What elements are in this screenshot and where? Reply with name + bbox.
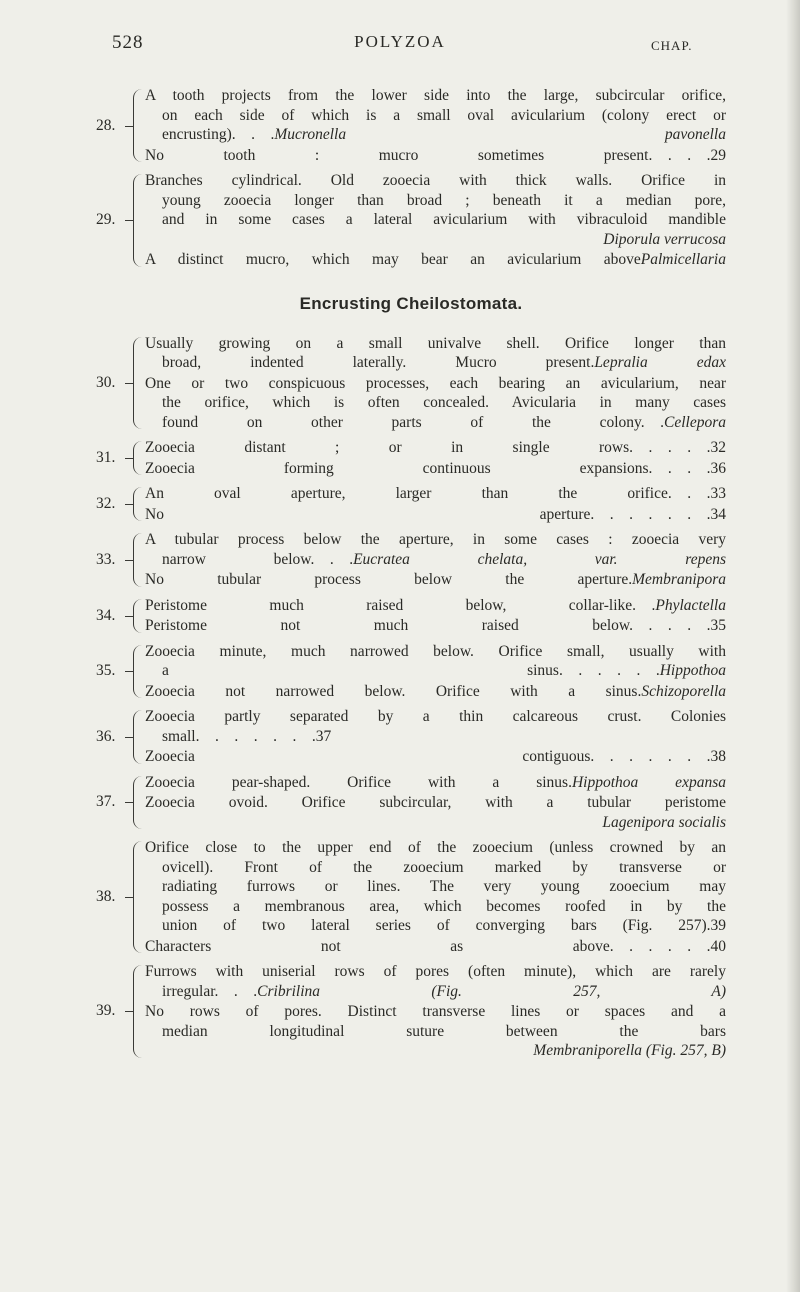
lead-text: Zooecia not narrowed below. Orifice with a sinus bbox=[145, 682, 638, 700]
lead-line bbox=[145, 484, 726, 504]
entry-body bbox=[145, 642, 726, 702]
taxon-name: Cribrilina (Fig. 257, A) bbox=[257, 982, 726, 1000]
entry-body bbox=[145, 334, 726, 433]
couplet-reference: 39 bbox=[710, 917, 726, 934]
taxon-name: Diporula verrucosa bbox=[603, 230, 726, 248]
lead-line bbox=[145, 661, 726, 681]
entry-number: 34. bbox=[96, 606, 116, 624]
lead-text: A distinct mucro, which may bear an avicularium above bbox=[145, 251, 641, 268]
description-line: Usually growing on a small univalve shell. Orifice longer than bbox=[145, 334, 726, 352]
description-line: ovicell). Front of the zooecium marked by transverse or bbox=[162, 858, 726, 876]
description-line: A tooth projects from the lower side into the large, subcircular orifice, bbox=[145, 87, 726, 104]
lead-line bbox=[145, 353, 726, 373]
brace-mark bbox=[133, 533, 145, 587]
entry-body bbox=[145, 596, 726, 636]
lead-line bbox=[145, 937, 726, 957]
key-alternative bbox=[145, 937, 726, 957]
description-line: Zooecia ovoid. Orifice subcircular, with a tubular peristome bbox=[145, 794, 726, 811]
lead-text: An oval aperture, larger than the orifice bbox=[145, 485, 668, 502]
key-alternative bbox=[145, 596, 726, 616]
leader-dots: . . bbox=[632, 596, 656, 614]
brace-mark bbox=[133, 487, 145, 521]
lead-line bbox=[145, 125, 726, 145]
description-line: the orifice, which is often concealed. Avicularia in many cases bbox=[162, 394, 726, 411]
key-entry bbox=[96, 484, 726, 524]
brace-mark bbox=[133, 776, 145, 830]
leader-dots: . . . . bbox=[648, 459, 711, 477]
lead-line bbox=[145, 773, 726, 793]
key-alternative bbox=[145, 838, 726, 936]
lead-text: No tubular process below the aperture bbox=[145, 571, 629, 588]
leader-dots: . . . . . . bbox=[609, 937, 711, 955]
taxon-name: Cellepora bbox=[664, 413, 726, 431]
leader-dots: . bbox=[590, 354, 595, 371]
description-line: radiating furrows or lines. The very young zooecium may bbox=[162, 878, 726, 895]
key-entry bbox=[96, 707, 726, 767]
taxon-name: Phylactella bbox=[655, 596, 726, 614]
key-entry bbox=[96, 171, 726, 270]
lead-line bbox=[145, 438, 726, 458]
lead-text: Zooecia pear-shaped. Orifice with a sinus bbox=[145, 773, 569, 791]
description-line: Zooecia minute, much narrowed below. Orifice small, usually with bbox=[145, 642, 726, 660]
key-alternative bbox=[145, 773, 726, 793]
key-entry bbox=[96, 530, 726, 590]
description-line: No rows of pores. Distinct transverse lines or spaces and a bbox=[145, 1003, 726, 1020]
lead-line bbox=[145, 747, 726, 767]
description-line: Furrows with uniserial rows of pores (often minute), which are rarely bbox=[145, 963, 726, 980]
lead-line bbox=[145, 596, 726, 616]
lead-line bbox=[145, 250, 726, 270]
entry-number: 30. bbox=[96, 373, 116, 391]
lead-line bbox=[145, 982, 726, 1002]
key-alternative bbox=[145, 707, 726, 746]
lead-text: Zooecia contiguous bbox=[145, 748, 591, 765]
leader-dots: . . . . bbox=[648, 146, 711, 164]
leader-dots: . . bbox=[640, 413, 664, 431]
description-line: Orifice close to the upper end of the zooecium (unless crowned by an bbox=[145, 839, 726, 856]
lead-line bbox=[145, 550, 726, 570]
lead-text: Peristome much raised below, collar-like bbox=[145, 596, 633, 614]
leader-dots: . . . . . . bbox=[558, 662, 660, 679]
leader-dots: . bbox=[637, 682, 642, 700]
taxon-name: Membranipora bbox=[632, 571, 726, 588]
key-alternative bbox=[145, 505, 726, 525]
section-heading: Encrusting Cheilostomata. bbox=[299, 293, 523, 313]
description-line: Zooecia partly separated by a thin calcareous crust. Colonies bbox=[145, 708, 726, 725]
lead-line bbox=[145, 1041, 726, 1061]
leader-dots: . . . . . bbox=[629, 617, 711, 634]
leader-dots: . . . bbox=[214, 982, 258, 1000]
lead-line bbox=[145, 727, 726, 747]
couplet-reference: 37 bbox=[315, 727, 332, 745]
leader-dots: . bbox=[568, 773, 572, 791]
entry-body bbox=[145, 773, 726, 833]
lead-text: encrusting) bbox=[162, 126, 232, 143]
leader-dots: . . . . . bbox=[629, 439, 711, 456]
lead-text: union of two lateral series of converging bars (Fig. 257) bbox=[162, 917, 707, 934]
couplet-reference: 33 bbox=[710, 485, 726, 502]
brace-mark bbox=[133, 89, 145, 162]
key-content bbox=[96, 86, 726, 1067]
key-alternative bbox=[145, 747, 726, 767]
entry-number: 35. bbox=[96, 662, 116, 680]
leader-dots: . . . bbox=[310, 550, 354, 568]
entry-number: 33. bbox=[96, 550, 116, 568]
lead-line bbox=[145, 230, 726, 250]
lead-text: Zooecia distant ; or in single rows bbox=[145, 439, 630, 456]
lead-text: small bbox=[162, 727, 196, 745]
lead-text: Characters not as above bbox=[145, 937, 610, 955]
key-alternative bbox=[145, 530, 726, 569]
page-header bbox=[0, 32, 800, 62]
key-alternative bbox=[145, 793, 726, 832]
lead-text: No aperture bbox=[145, 505, 591, 523]
couplet-reference: 32 bbox=[710, 439, 726, 456]
lead-line bbox=[145, 916, 726, 936]
key-entry bbox=[96, 642, 726, 702]
leader-dots: . . . bbox=[231, 126, 275, 143]
lead-line bbox=[145, 682, 726, 702]
key-entry bbox=[96, 86, 726, 165]
brace-mark bbox=[133, 599, 145, 633]
entry-number: 37. bbox=[96, 793, 116, 811]
brace-mark bbox=[133, 337, 145, 430]
entry-body bbox=[145, 707, 726, 767]
entry-body bbox=[145, 171, 726, 270]
entry-number: 32. bbox=[96, 495, 116, 512]
description-line: Branches cylindrical. Old zooecia with thick walls. Orifice in bbox=[145, 172, 726, 189]
brace-mark bbox=[133, 841, 145, 953]
brace-mark bbox=[133, 710, 145, 764]
lead-line bbox=[145, 616, 726, 636]
key-entry bbox=[96, 596, 726, 636]
leader-dots: . . . . . . . bbox=[195, 727, 316, 745]
description-line: A tubular process below the aperture, in some cases : zooecia very bbox=[145, 531, 726, 548]
description-line: possess a membranous area, which becomes roofed in by the bbox=[162, 897, 726, 915]
page-number: 528 bbox=[112, 32, 144, 53]
entry-number: 28. bbox=[96, 116, 116, 134]
leader-dots: . . . bbox=[667, 485, 711, 502]
lead-text: irregular bbox=[162, 982, 215, 1000]
entry-number: 29. bbox=[96, 211, 116, 229]
chapter-label: CHAP. bbox=[651, 38, 693, 53]
lead-text: found on other parts of the colony bbox=[162, 413, 641, 431]
leader-dots: . bbox=[706, 917, 711, 934]
description-line: young zooecia longer than broad ; beneath it a median pore, bbox=[162, 191, 726, 209]
taxon-name: Schizoporella bbox=[641, 682, 726, 700]
key-alternative bbox=[145, 459, 726, 479]
leader-dots: . . . . . . . bbox=[590, 505, 711, 523]
running-title: POLYZOA bbox=[354, 32, 446, 51]
key-alternative bbox=[145, 682, 726, 702]
entry-number: 31. bbox=[96, 449, 116, 466]
key-alternative bbox=[145, 642, 726, 681]
taxon-name: Lepralia edax bbox=[594, 354, 727, 371]
brace-mark bbox=[133, 965, 145, 1058]
brace-mark bbox=[133, 174, 145, 267]
lead-text: broad, indented laterally. Mucro present bbox=[162, 354, 591, 371]
description-line: on each side of which is a small oval avicularium (colony erect or bbox=[162, 106, 726, 124]
key-alternative bbox=[145, 1002, 726, 1061]
couplet-reference: 29 bbox=[710, 146, 726, 164]
taxon-name: Lagenipora socialis bbox=[602, 813, 726, 831]
key-alternative bbox=[145, 962, 726, 1001]
lead-line bbox=[145, 146, 726, 166]
lead-text: No tooth : mucro sometimes present bbox=[145, 146, 649, 164]
key-alternative bbox=[145, 484, 726, 504]
taxon-name: Hippothoa bbox=[659, 662, 726, 679]
couplet-reference: 35 bbox=[710, 617, 726, 634]
entry-number: 38. bbox=[96, 888, 116, 905]
key-alternative bbox=[145, 438, 726, 458]
key-entry bbox=[96, 962, 726, 1061]
entry-number: 39. bbox=[96, 1002, 116, 1020]
taxon-name: Eucratea chelata, var. repens bbox=[353, 550, 726, 568]
lead-text: a sinus bbox=[162, 662, 559, 679]
key-entry bbox=[96, 438, 726, 478]
couplet-reference: 40 bbox=[710, 937, 726, 955]
lead-line bbox=[145, 505, 726, 525]
key-alternative bbox=[145, 250, 726, 270]
brace-mark bbox=[133, 441, 145, 475]
lead-line bbox=[145, 459, 726, 479]
key-alternative bbox=[145, 570, 726, 590]
key-entry bbox=[96, 773, 726, 833]
key-alternative bbox=[145, 374, 726, 433]
lead-line bbox=[145, 570, 726, 590]
key-alternative bbox=[145, 616, 726, 636]
key-entry bbox=[96, 838, 726, 956]
page-edge-shadow bbox=[786, 0, 800, 1292]
taxon-name: Mucronella pavonella bbox=[274, 126, 726, 143]
entry-body bbox=[145, 838, 726, 956]
key-alternative bbox=[145, 146, 726, 166]
couplet-reference: 38 bbox=[710, 748, 726, 765]
couplet-reference: 34 bbox=[710, 505, 726, 523]
entry-body bbox=[145, 962, 726, 1061]
taxon-name: Hippothoa expansa bbox=[571, 773, 726, 791]
entry-body bbox=[145, 530, 726, 590]
entry-body bbox=[145, 484, 726, 524]
description-line: One or two conspicuous processes, each bearing an avicularium, near bbox=[145, 374, 726, 392]
description-line: median longitudinal suture between the bars bbox=[162, 1022, 726, 1040]
entry-number: 36. bbox=[96, 727, 116, 745]
brace-mark bbox=[133, 645, 145, 699]
lead-text: Peristome not much raised below bbox=[145, 617, 630, 634]
key-alternative bbox=[145, 334, 726, 373]
key-alternative bbox=[145, 171, 726, 249]
couplet-reference: 36 bbox=[710, 459, 726, 477]
lead-line bbox=[145, 413, 726, 433]
lead-line bbox=[145, 813, 726, 833]
entry-body bbox=[145, 438, 726, 478]
lead-text: Zooecia forming continuous expansions bbox=[145, 459, 649, 477]
key-entry bbox=[96, 334, 726, 433]
taxon-name: Palmicellaria bbox=[640, 251, 726, 268]
entry-body bbox=[145, 86, 726, 165]
lead-text: narrow below bbox=[162, 550, 311, 568]
description-line: and in some cases a lateral avicularium with vibraculoid mandible bbox=[162, 211, 726, 228]
key-alternative bbox=[145, 86, 726, 145]
leader-dots: . bbox=[628, 571, 633, 588]
leader-dots: . . . . . . . bbox=[590, 748, 711, 765]
taxon-name: Membraniporella (Fig. 257, B) bbox=[533, 1042, 726, 1059]
